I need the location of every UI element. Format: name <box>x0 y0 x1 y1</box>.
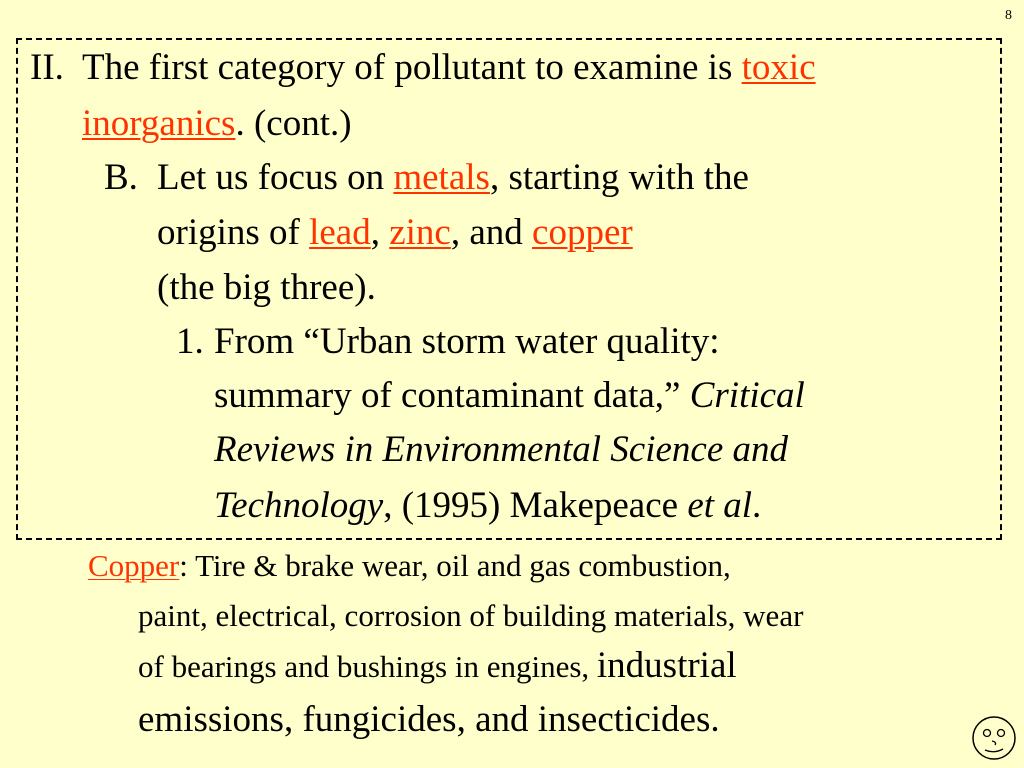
copper-note-line-3 <box>138 646 737 687</box>
copper-note-colon: : <box>179 548 196 583</box>
item-1-line-4 <box>214 486 761 526</box>
sub-b-text-2: origins of <box>157 212 310 253</box>
item-1-line-1: From “Urban storm water quality: <box>214 321 720 362</box>
copper-note-text-1: Tire & brake wear, oil and gas combustion, <box>195 548 731 583</box>
copper-note-label[interactable]: Copper <box>88 548 180 583</box>
heading-line-2 <box>82 104 352 144</box>
citation-period: . <box>752 485 762 526</box>
lead-link[interactable]: lead <box>309 212 371 253</box>
item-1-text-2: summary of contaminant data,” <box>214 375 690 416</box>
sub-b-line-3: (the big three). <box>157 267 376 308</box>
sub-b-line-2 <box>157 213 633 253</box>
copper-note-text-3a: of bearings and bushings in engines, <box>138 649 597 684</box>
heading-text-1: The first category of pollutant to examine is <box>82 47 742 88</box>
copper-note-line-1 <box>88 546 731 586</box>
sub-b-line-1 <box>157 158 749 198</box>
item-1-line-3 <box>214 430 788 470</box>
sub-b-comma: , <box>370 212 390 253</box>
citation-text: , (1995) Makepeace <box>383 485 688 526</box>
copper-note-line-4: emissions, fungicides, and insecticides. <box>138 699 720 740</box>
item-1-marker: 1. <box>176 321 204 362</box>
journal-title-1: Critical <box>689 375 805 416</box>
journal-title-2: Reviews in Environmental Science and <box>214 429 789 470</box>
et-al: et al <box>687 485 753 526</box>
metals-link[interactable]: metals <box>393 157 490 198</box>
heading-marker: II. <box>30 47 64 88</box>
toxic-link[interactable]: toxic <box>741 47 816 88</box>
slide-number: 8 <box>1005 8 1012 23</box>
smiley-face-icon <box>970 714 1018 762</box>
journal-title-3: Technology <box>214 485 384 526</box>
zinc-link[interactable]: zinc <box>389 212 451 253</box>
sub-b-text-1: Let us focus on <box>157 157 394 198</box>
sub-b-text-1b: , starting with the <box>489 157 749 198</box>
sub-b-and: , and <box>450 212 533 253</box>
copper-note-text-3b: industrial <box>596 645 737 686</box>
sub-b-marker: B. <box>104 157 138 198</box>
heading-text-2: . (cont.) <box>235 103 352 144</box>
item-1-line-2 <box>214 376 805 416</box>
inorganics-link[interactable]: inorganics <box>82 103 236 144</box>
copper-note-line-2: paint, electrical, corrosion of building materials, wear <box>138 598 804 633</box>
heading-line-1 <box>82 48 816 88</box>
copper-link[interactable]: copper <box>532 212 633 253</box>
